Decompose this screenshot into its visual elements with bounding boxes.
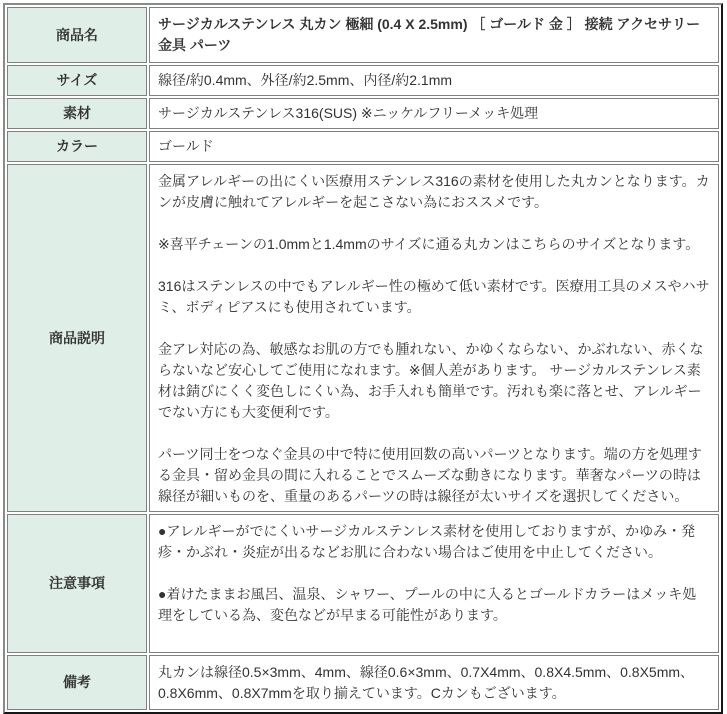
description-value: 金属アレルギーの出にくい医療用ステンレス316の素材を使用した丸カンとなります。カンが皮膚に触れてアレルギーを起こさない為におススメです。 ※喜平チェーンの1.0mmと1.4mmのサイズに通る丸カンはこちらのサイズとなります。 316はステンレスの中でもアレルギー性の極めて低い素材です。医療用工具のメスやハサミ、ボディピアスにも使用されています。 金アレ対応の為、敏感なお肌の方でも腫れない、かゆくならない、かぶれない、赤くならないなど安心してご使用になれます。※個人差があります。 サージカルステンレス素材は錆びにくく変色しにくい為、お手入れも簡単です。汚れも楽に落とせ、アレルギーでない方にも大変便利です。 パーツ同士をつなぐ金具の中で特に使用回数の高いパーツとなります。端の方を処理する金具・留め金具の間に入れることでスムーズな動きになります。華奢なパーツの時は線径が細いものを、重量のあるパーツの時は線径が太いサイズを選択してください。 — [149, 164, 719, 512]
size-value: 線径/約0.4mm、外径/約2.5mm、内径/約2.1mm — [149, 65, 719, 96]
material-value: サージカルステンレス316(SUS) ※ニッケルフリーメッキ処理 — [149, 98, 719, 129]
row-label-material: 素材 — [7, 98, 147, 129]
table-row-cautions — [7, 514, 719, 653]
table-row-notes — [7, 655, 719, 710]
table-row-size — [7, 65, 719, 96]
notes-value: 丸カンは線径0.5×3mm、4mm、線径0.6×3mm、0.7X4mm、0.8X4.5mm、0.8X5mm、0.8X6mm、0.8X7mmを取り揃えています。Cカンもございます。 — [149, 655, 719, 710]
row-label-cautions: 注意事項 — [7, 514, 147, 653]
cautions-value: ●アレルギーがでにくいサージカルステンレス素材を使用しておりますが、かゆみ・発疹・かぶれ・炎症が出るなどお肌に合わない場合はご使用を中止してください。 ●着けたままお風呂、温泉、シャワー、プールの中に入るとゴールドカラーはメッキ処理をしている為、変色などが早まる可能性があります。 — [149, 514, 719, 653]
row-label-product-name: 商品名 — [7, 7, 147, 63]
table-row-product-name — [7, 7, 719, 63]
table-row-color — [7, 131, 719, 162]
row-label-size: サイズ — [7, 65, 147, 96]
color-value: ゴールド — [149, 131, 719, 162]
table-row-description — [7, 164, 719, 512]
product-spec-table — [3, 3, 723, 714]
row-label-color: カラー — [7, 131, 147, 162]
row-label-description: 商品説明 — [7, 164, 147, 512]
product-name-value: サージカルステンレス 丸カン 極細 (0.4 X 2.5mm) ［ ゴールド 金 ］ 接続 アクセサリー 金具 パーツ — [149, 7, 719, 63]
row-label-notes: 備考 — [7, 655, 147, 710]
table-row-material — [7, 98, 719, 129]
